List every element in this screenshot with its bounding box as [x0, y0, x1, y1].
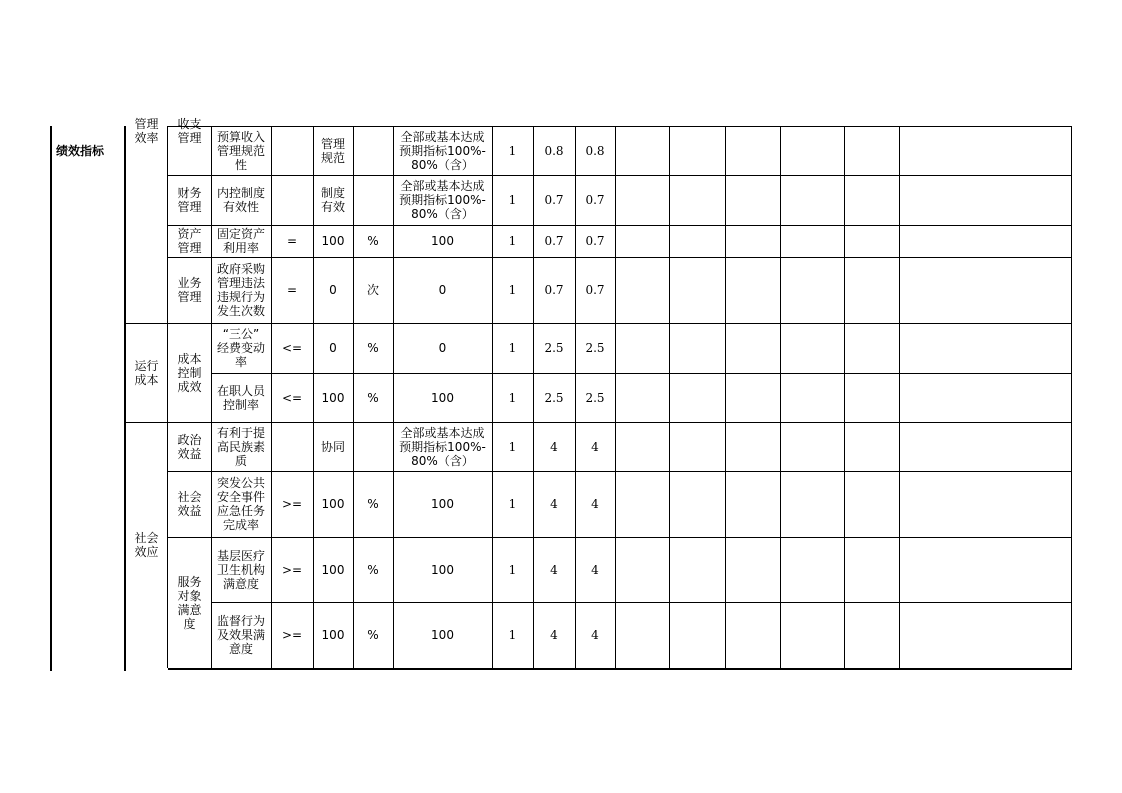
score-cell: 4 — [591, 439, 599, 454]
indicator-name: 内控制度 有效性 — [216, 186, 265, 214]
weight-cell: 1 — [508, 283, 517, 297]
score-cell: 4 — [591, 562, 599, 577]
sub-category-label: 运行 成本 — [134, 358, 159, 387]
score-cell: 4 — [591, 628, 599, 642]
score-cell: 4 — [550, 628, 558, 642]
indicator-name: 突发公共 安全事件 应急任务 完成率 — [216, 476, 265, 532]
operator-cell — [271, 175, 313, 225]
score-cell: 0.8 — [544, 143, 564, 158]
target-cell: 全部或基本达成 预期指标100%- 80%（含） — [399, 129, 486, 172]
indicator-group-label: 收支 管理 — [177, 117, 202, 145]
indicator-group-label: 业务 管理 — [177, 276, 202, 304]
score-cell: 2.5 — [585, 341, 605, 355]
value-cell: 0 — [329, 341, 337, 355]
grid-vline — [844, 126, 845, 669]
indicator-group-label: 社会 效益 — [177, 490, 202, 518]
operator-cell — [271, 422, 313, 471]
score-cell: 0.7 — [585, 234, 605, 248]
indicator-group-label: 财务 管理 — [177, 186, 202, 214]
operator-cell: <= — [281, 341, 303, 355]
score-cell: 4 — [591, 497, 599, 511]
score-cell: 4 — [550, 562, 558, 577]
target-cell: 全部或基本达成 预期指标100%- 80%（含） — [399, 179, 486, 221]
unit-cell: % — [367, 628, 379, 642]
target-cell: 100 — [431, 390, 454, 405]
operator-cell — [271, 126, 313, 175]
target-cell: 100 — [431, 234, 454, 248]
unit-cell: 次 — [366, 283, 379, 297]
indicator-name: 监督行为 及效果满 意度 — [216, 614, 265, 656]
value-cell: 100 — [321, 628, 345, 642]
value-cell: 100 — [321, 562, 345, 577]
value-cell: 100 — [321, 390, 345, 405]
value-cell: 100 — [321, 234, 345, 248]
indicator-name: 有利于提 高民族素 质 — [216, 425, 265, 468]
sub-category-label: 社会 效应 — [134, 531, 159, 559]
value-cell: 协同 — [320, 439, 345, 454]
grid-bottom-border — [168, 668, 1072, 670]
operator-cell: = — [286, 234, 298, 248]
score-cell: 2.5 — [585, 390, 605, 405]
indicator-group-label: 政治 效益 — [177, 432, 202, 461]
grid-vline — [1071, 126, 1072, 669]
category-label: 绩效指标 — [56, 143, 105, 158]
unit-cell: % — [367, 497, 379, 511]
target-cell: 0 — [438, 283, 447, 297]
grid-vline — [669, 126, 670, 669]
value-cell: 0 — [329, 283, 337, 297]
unit-cell: % — [367, 234, 379, 248]
operator-cell: <= — [281, 390, 303, 405]
score-cell: 0.7 — [585, 283, 605, 297]
operator-cell: = — [286, 283, 298, 297]
indicator-name: 预算收入 管理规范 性 — [216, 129, 265, 172]
indicator-group-label: 成本 控制 成效 — [177, 351, 202, 394]
score-cell: 0.7 — [544, 193, 564, 207]
grid-vline — [725, 126, 726, 669]
weight-cell: 1 — [508, 341, 517, 355]
weight-cell: 1 — [508, 497, 517, 511]
unit-cell: % — [367, 341, 379, 355]
grid-vline — [899, 126, 900, 669]
score-cell: 4 — [550, 497, 558, 511]
target-cell: 100 — [431, 562, 454, 577]
score-cell: 0.8 — [585, 143, 605, 158]
operator-cell: >= — [281, 628, 303, 642]
score-cell: 0.7 — [585, 193, 605, 207]
value-cell: 制度 有效 — [320, 186, 345, 214]
score-cell: 2.5 — [544, 341, 564, 355]
weight-cell: 1 — [508, 234, 517, 248]
unit-cell — [353, 126, 393, 175]
indicator-name: 在职人员 控制率 — [216, 383, 265, 412]
grid-vline — [780, 126, 781, 669]
target-cell: 100 — [431, 497, 454, 511]
target-cell: 100 — [431, 628, 454, 642]
operator-cell: >= — [281, 497, 303, 511]
unit-cell: % — [367, 390, 379, 405]
target-cell: 全部或基本达成 预期指标100%- 80%（含） — [399, 425, 486, 468]
indicator-group-label: 资产 管理 — [177, 227, 202, 255]
sub-category-label: 管理 效率 — [134, 117, 159, 145]
target-cell: 0 — [438, 341, 447, 355]
grid-vline — [615, 126, 616, 669]
weight-cell: 1 — [508, 193, 517, 207]
unit-cell — [353, 422, 393, 471]
weight-cell: 1 — [508, 628, 517, 642]
weight-cell: 1 — [508, 390, 517, 405]
score-cell: 0.7 — [544, 283, 564, 297]
value-cell: 管理 规范 — [320, 136, 345, 165]
indicator-name: 基层医疗 卫生机构 满意度 — [216, 548, 265, 591]
unit-cell: % — [367, 562, 379, 577]
score-cell: 0.7 — [544, 234, 564, 248]
indicator-name: 固定资产 利用率 — [216, 227, 265, 255]
value-cell: 100 — [321, 497, 345, 511]
indicator-name: 政府采购 管理违法 违规行为 发生次数 — [216, 262, 265, 318]
weight-cell: 1 — [508, 143, 517, 158]
operator-cell: >= — [281, 562, 303, 577]
score-cell: 4 — [550, 439, 558, 454]
indicator-name: “三公” 经费变动 率 — [216, 327, 265, 369]
weight-cell: 1 — [508, 439, 517, 454]
indicator-group-label: 服务 对象 满意 度 — [177, 574, 202, 631]
weight-cell: 1 — [508, 562, 517, 577]
grid-left-border — [50, 126, 52, 671]
unit-cell — [353, 175, 393, 225]
score-cell: 2.5 — [544, 390, 564, 405]
